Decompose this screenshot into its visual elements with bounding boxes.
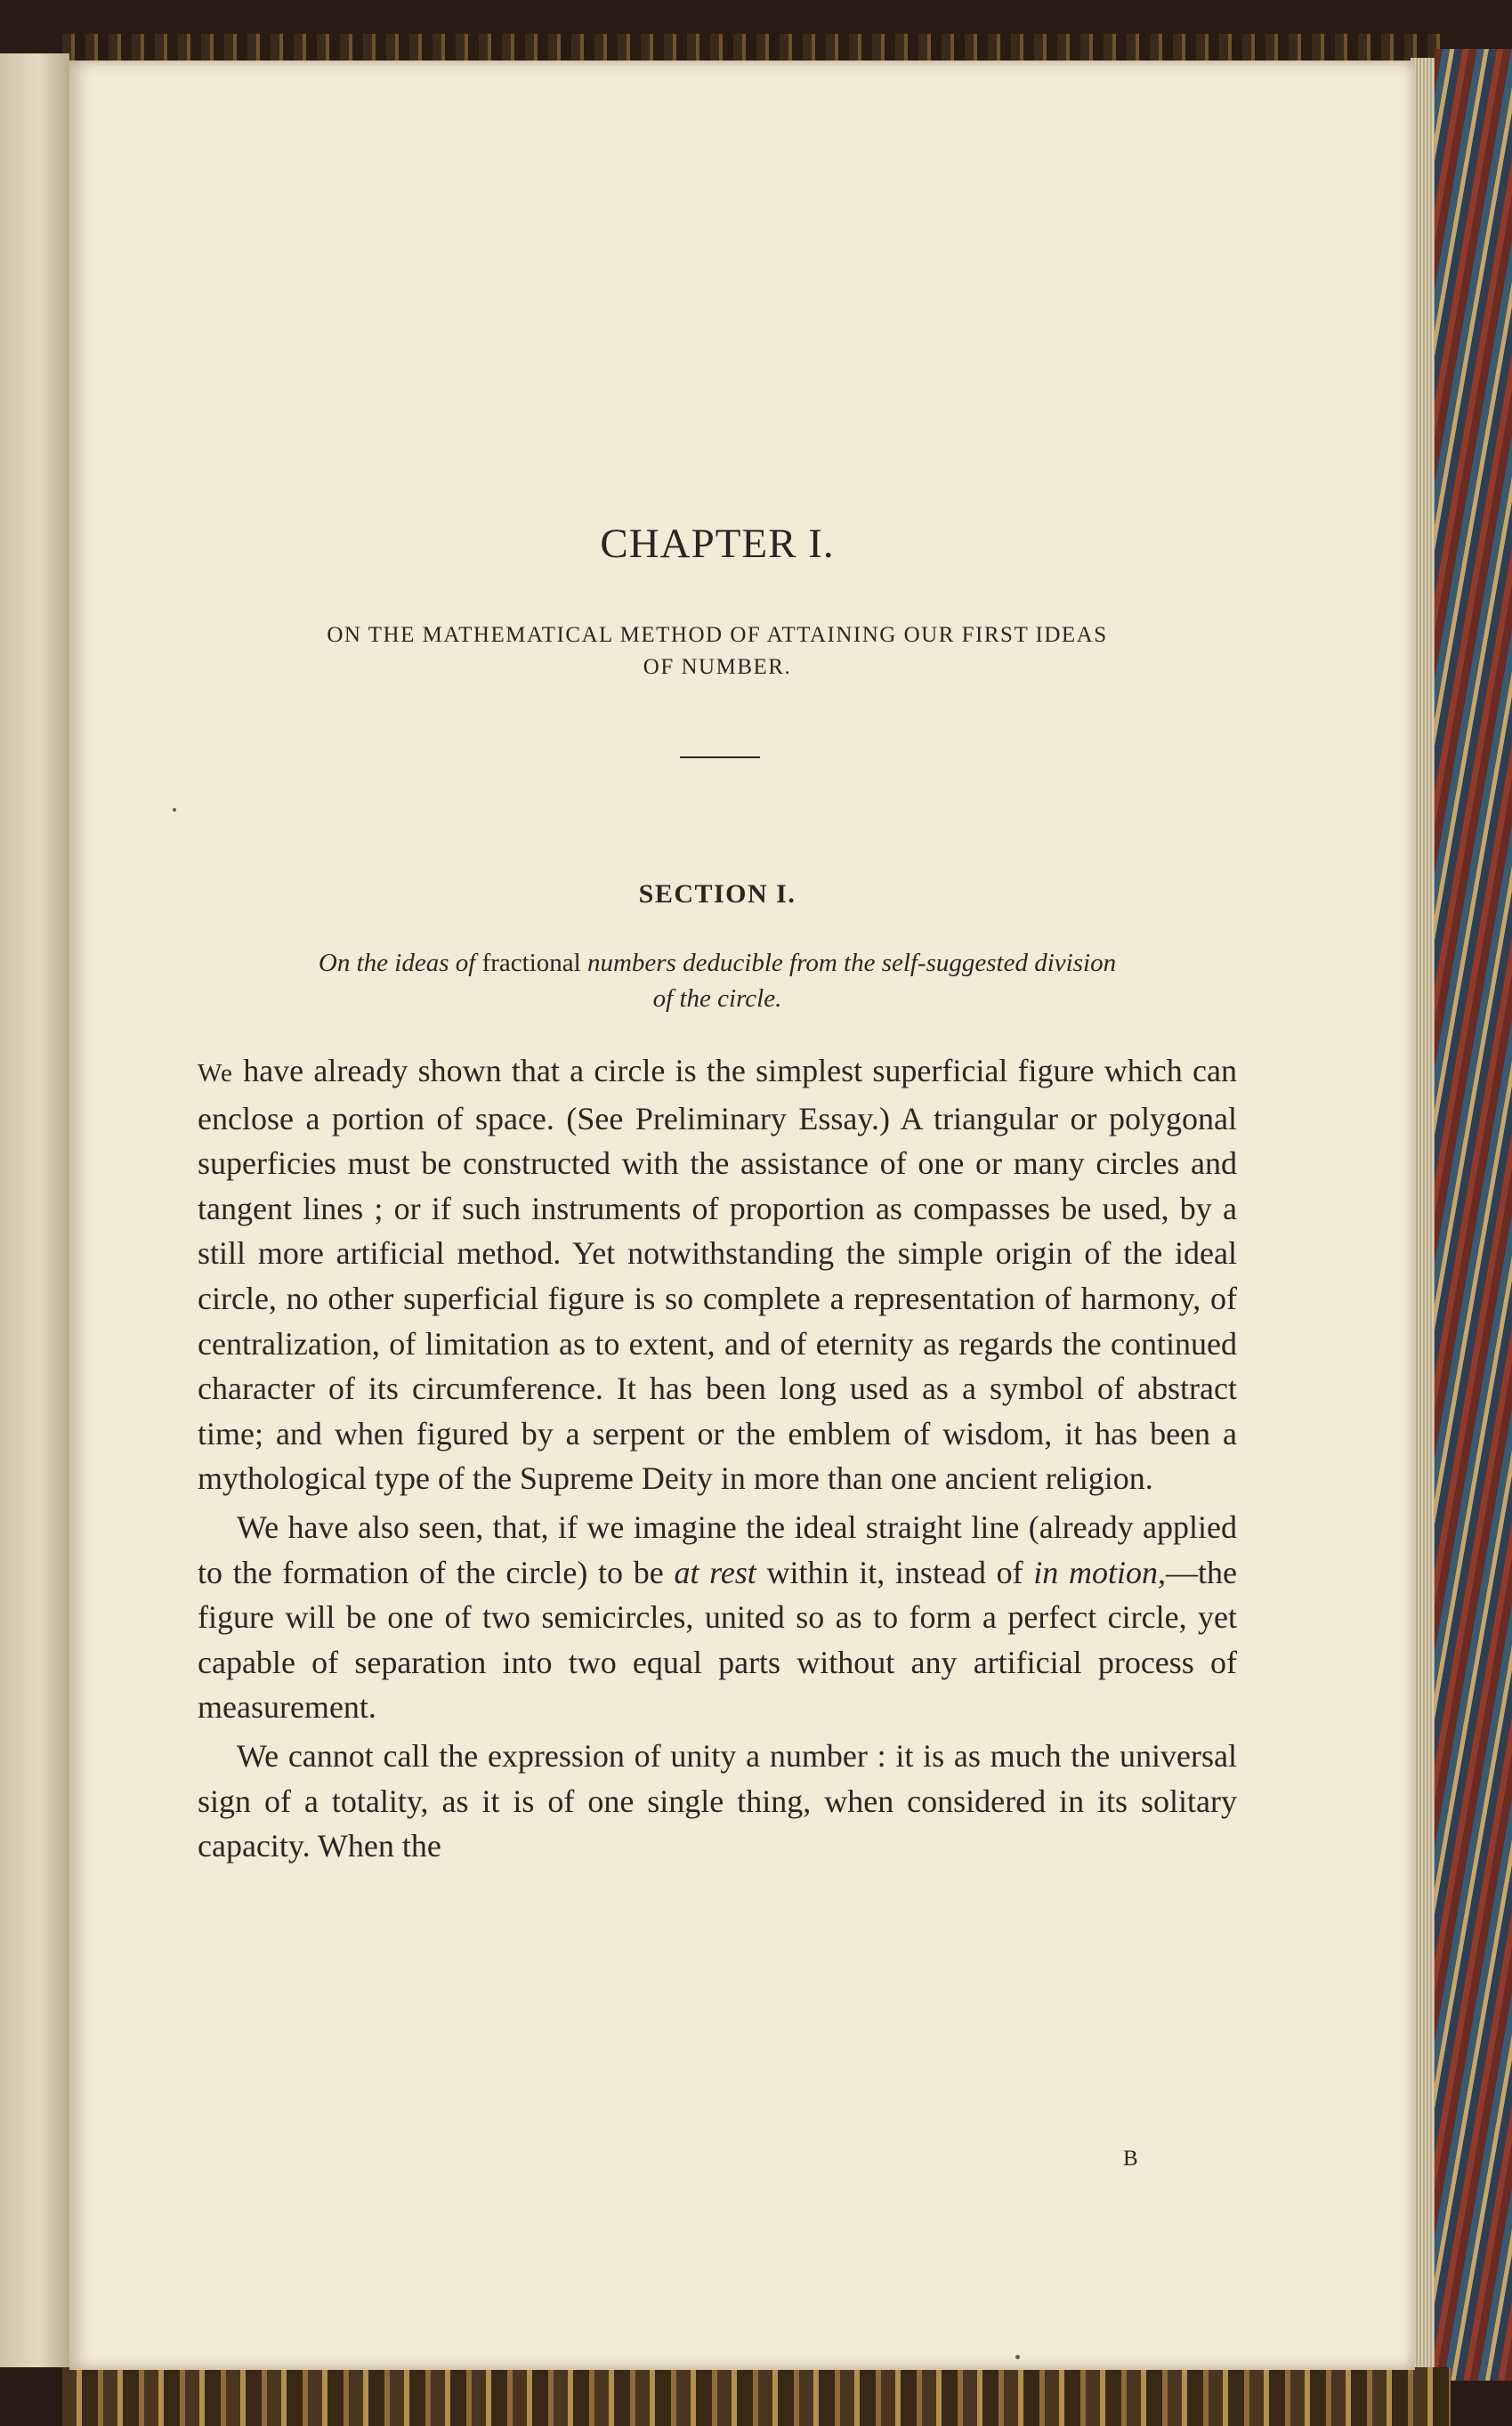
- chapter-subtitle-line-2: OF NUMBER.: [643, 655, 792, 679]
- section-subtitle-part-3: numbers deducible from the self-suggested division: [586, 949, 1117, 977]
- chapter-subtitle: [198, 619, 1237, 683]
- paragraph-2-part-3: within it, instead of: [756, 1554, 1034, 1590]
- book-bottom-edge: [62, 2367, 1451, 2426]
- paragraph-2-part-1: We have also seen, that, if we imagine the ideal straight line (already applied to the formation of the circle) to be: [198, 1508, 1237, 1590]
- paper-speck: [173, 808, 176, 812]
- section-subtitle-part-1: On the ideas of: [318, 949, 476, 977]
- page-content: [198, 61, 1237, 2370]
- chapter-title: CHAPTER I.: [600, 521, 835, 567]
- signature-mark: B: [1123, 2147, 1138, 2171]
- section-heading: SECTION I.: [638, 879, 796, 909]
- section-subtitle-part-2: fractional: [481, 949, 581, 977]
- section-subtitle: [198, 945, 1237, 1016]
- paragraph-3: We cannot call the expression of unity a number : it is as much the universal sign of a totality, as it is of one single thing, when considered in its solitary capacity. When the: [198, 1737, 1237, 1864]
- body-text: [198, 1048, 1237, 1869]
- book-page: [69, 61, 1415, 2370]
- marbled-fore-edge: [1435, 49, 1512, 2381]
- facing-page-edge: [0, 53, 69, 2367]
- chapter-subtitle-line-1: ON THE MATHEMATICAL METHOD OF ATTAINING OUR FIRST IDEAS: [327, 623, 1108, 647]
- paragraph-1-opening: We: [198, 1059, 233, 1088]
- paragraph-2-italic-2: in motion,: [1033, 1554, 1167, 1590]
- paragraph-1-text: have already shown that a circle is the simplest superficial figure which can enclose a portion of space. (See Preliminary Essay.) A triangular or polygonal superficies must be constructed with the assistance of one or many circles and tangent lines ; or if such instruments of proportion as compasses be used, by a still more artificial method. Yet notwithstanding the simple origin of the ideal circle, no other superficial figure is so complete a representation of harmony, of centralization, of limitation as to extent, and of eternity as regards the continued character of its circumference. It has been long used as a symbol of abstract time; and when figured by a serpent or the emblem of wisdom, it has been a mythological type of the Supreme Deity in more than one ancient religion.: [198, 1053, 1237, 1497]
- paragraph-2: [198, 1505, 1237, 1730]
- paragraph-2-italic-1: at rest: [674, 1554, 756, 1590]
- paper-speck: [1015, 2355, 1020, 2359]
- paragraph-2-part-5: —the figure will be one of two semicircles, united so as to form a perfect circle, yet capable of separation into two equal parts without any artificial process of measurement.: [198, 1554, 1237, 1726]
- paragraph-1: [198, 1048, 1237, 1501]
- section-subtitle-part-4: of the circle.: [652, 984, 782, 1013]
- section-divider-rule: [680, 756, 760, 758]
